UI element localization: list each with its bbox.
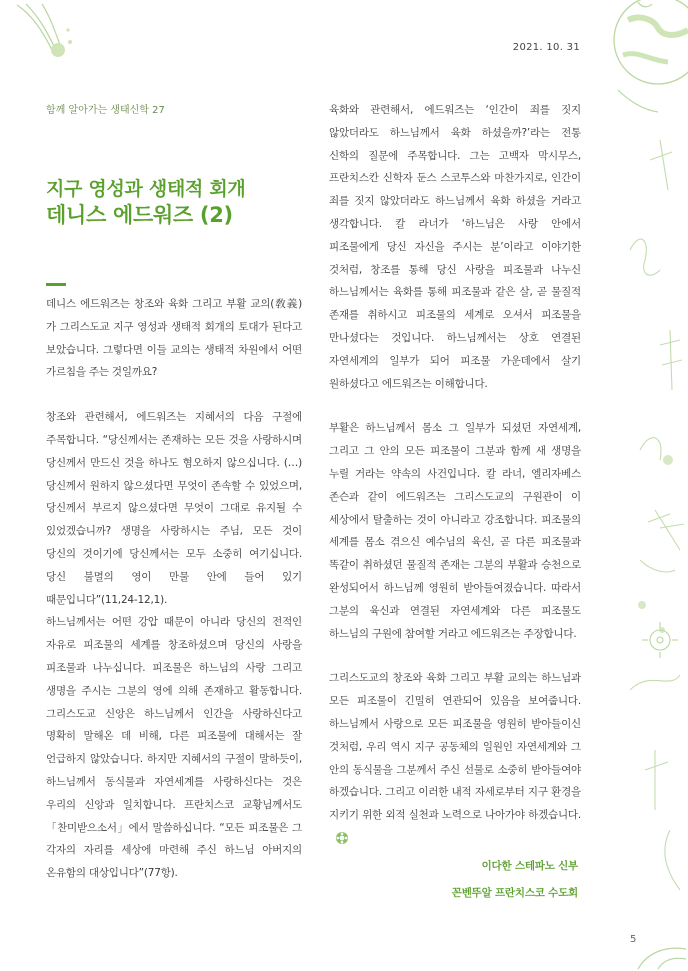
paragraph-text: 그리스도교의 창조와 육화 그리고 부활 교의는 하느님과 모든 피조물이 긴밀히 연관되어 있음을 보여줍니다. 하느님께서 사랑으로 모든 피조물을 영원히 받아들이신 것처럼, 우리 역시 지구 공동체의 일원인 자연세계와 그 안의 동식물을 그분께서 주신 선물로 소중히 받아들여야 하겠습니다. 그리고 이러한 내적 자세로부터 지구 환경을 지키기 위한 외적 실천과 노력으로 나아가야 하겠습니다. xyxy=(329,672,581,822)
left-column xyxy=(46,293,302,907)
article-title: 지구 영성과 생태적 회개 xyxy=(46,178,246,200)
paragraph: 창조와 관련해서, 에드워즈는 지혜서의 다음 구절에 주목합니다. “당신께서는 존재하는 모든 것을 사랑하시며 당신께서 만드신 것을 하나도 혐오하지 않으십니다. (…) 당신께서 원하지 않으셨다면 무엇이 존속할 수 있었으며, 당신께서 부르지 않으셨다면 무엇이 그대로 유지될 수 있었겠습니까? 생명을 사랑하시는 주님, 모든 것이 당신의 것이기에 당신께서는 모두 소중히 여기십니다. 당신 불멸의 영이 만물 안에 들어 있기 때문입니다”(11,24-12,1). xyxy=(46,411,302,606)
end-mark-icon xyxy=(335,831,349,845)
article-subtitle: 데니스 에드워즈 (2) xyxy=(46,203,233,227)
leaf-decoration-icon xyxy=(628,931,688,971)
flower-decoration-icon xyxy=(642,622,678,658)
dragonfly-decoration-icon xyxy=(610,130,688,930)
author-name: 이다한 스테파노 신부 xyxy=(481,860,578,872)
leaf-decoration-icon xyxy=(12,0,82,60)
issue-date: 2021. 10. 31 xyxy=(512,42,580,53)
globe-decoration-icon xyxy=(598,0,688,120)
paragraph xyxy=(329,667,581,849)
paragraph: 데니스 에드워즈는 창조와 육화 그리고 부활 교의(敎義)가 그리스도교 지구 영성과 생태적 회개의 토대가 된다고 보았습니다. 그렇다면 이들 교의는 생태적 차원에서 어떤 가르침을 주는 것일까요? xyxy=(46,298,302,379)
page-number: 5 xyxy=(630,934,637,945)
right-column xyxy=(329,99,581,872)
paragraph: 육화와 관련해서, 에드워즈는 ‘인간이 죄를 짓지 않았더라도 하느님께서 육화 하셨을까?’라는 전통 신학의 질문에 주목합니다. 그는 고백자 막시무스, 프란치스칸 신학자 둔스 스코투스와 마찬가지로, 인간이 죄를 짓지 않았더라도 하느님께서 육화 하셨을 거라고 생각합니다. 칼 라너가 ‘하느님은 사랑 안에서 피조물에게 당신 자신을 주시는 분’이라고 이야기한 것처럼, 창조를 통해 당신 사랑을 피조물과 나누신 하느님께서는 육화를 통해 피조물과 같은 살, 곧 물질적 존재를 취하시고 피조물의 세계로 오셔서 피조물을 만나셨다는 것입니다. 하느님께서는 상호 연결된 자연세계의 일부가 되어 피조물 가운데에서 살기 원하셨다고 에드워즈는 이해합니다. xyxy=(329,104,581,390)
author-order: 꼰벤뚜알 프란치스코 수도회 xyxy=(451,887,578,899)
paragraph: 부활은 하느님께서 몸소 그 일부가 되셨던 자연세계, 그리고 그 안의 모든 피조물이 그분과 함께 새 생명을 누릴 거라는 약속의 사건입니다. 칼 라너, 엘리자베스 존슨과 같이 에드워즈는 그리스도교의 구원관이 이 세상에서 탈출하는 것이 아니라고 강조합니다. 피조물의 세계를 몸소 겪으신 예수님의 육신, 곧 다른 피조물과 똑같이 취하셨던 물질적 존재는 그분의 부활과 승천으로 완성되어서 하느님께 영원히 받아들여졌습니다. 따라서 그분의 육신과 연결된 자연세계와 다른 피조물도 하느님의 구원에 참여할 거라고 에드워즈는 주장합니다. xyxy=(329,422,581,640)
title-divider xyxy=(46,283,66,286)
paragraph: 하느님께서는 어떤 강압 때문이 아니라 당신의 전적인 자유로 피조물의 세계를 창조하셨으며 당신의 사랑을 피조물과 나누십니다. 피조물은 하느님의 사랑 그리고 생명을 주시는 그분의 영에 의해 존재하고 활동합니다. 그리스도교 신앙은 하느님께서 인간을 사랑하신다고 명확히 말해온 데 비해, 다른 피조물에 대해서는 잘 언급하지 않았습니다. 하지만 지혜서의 구절이 말하듯이, 하느님께서 동식물과 자연세계를 사랑하신다는 것은 우리의 신앙과 일치합니다. 프란치스코 교황님께서도 「찬미받으소서」에서 말씀하십니다. “모든 피조물은 그 각자의 자리를 세상에 마련해 주신 하느님 아버지의 온유함의 대상입니다”(77항). xyxy=(46,616,302,880)
series-label: 함께 알아가는 생태신학 27 xyxy=(46,105,165,116)
